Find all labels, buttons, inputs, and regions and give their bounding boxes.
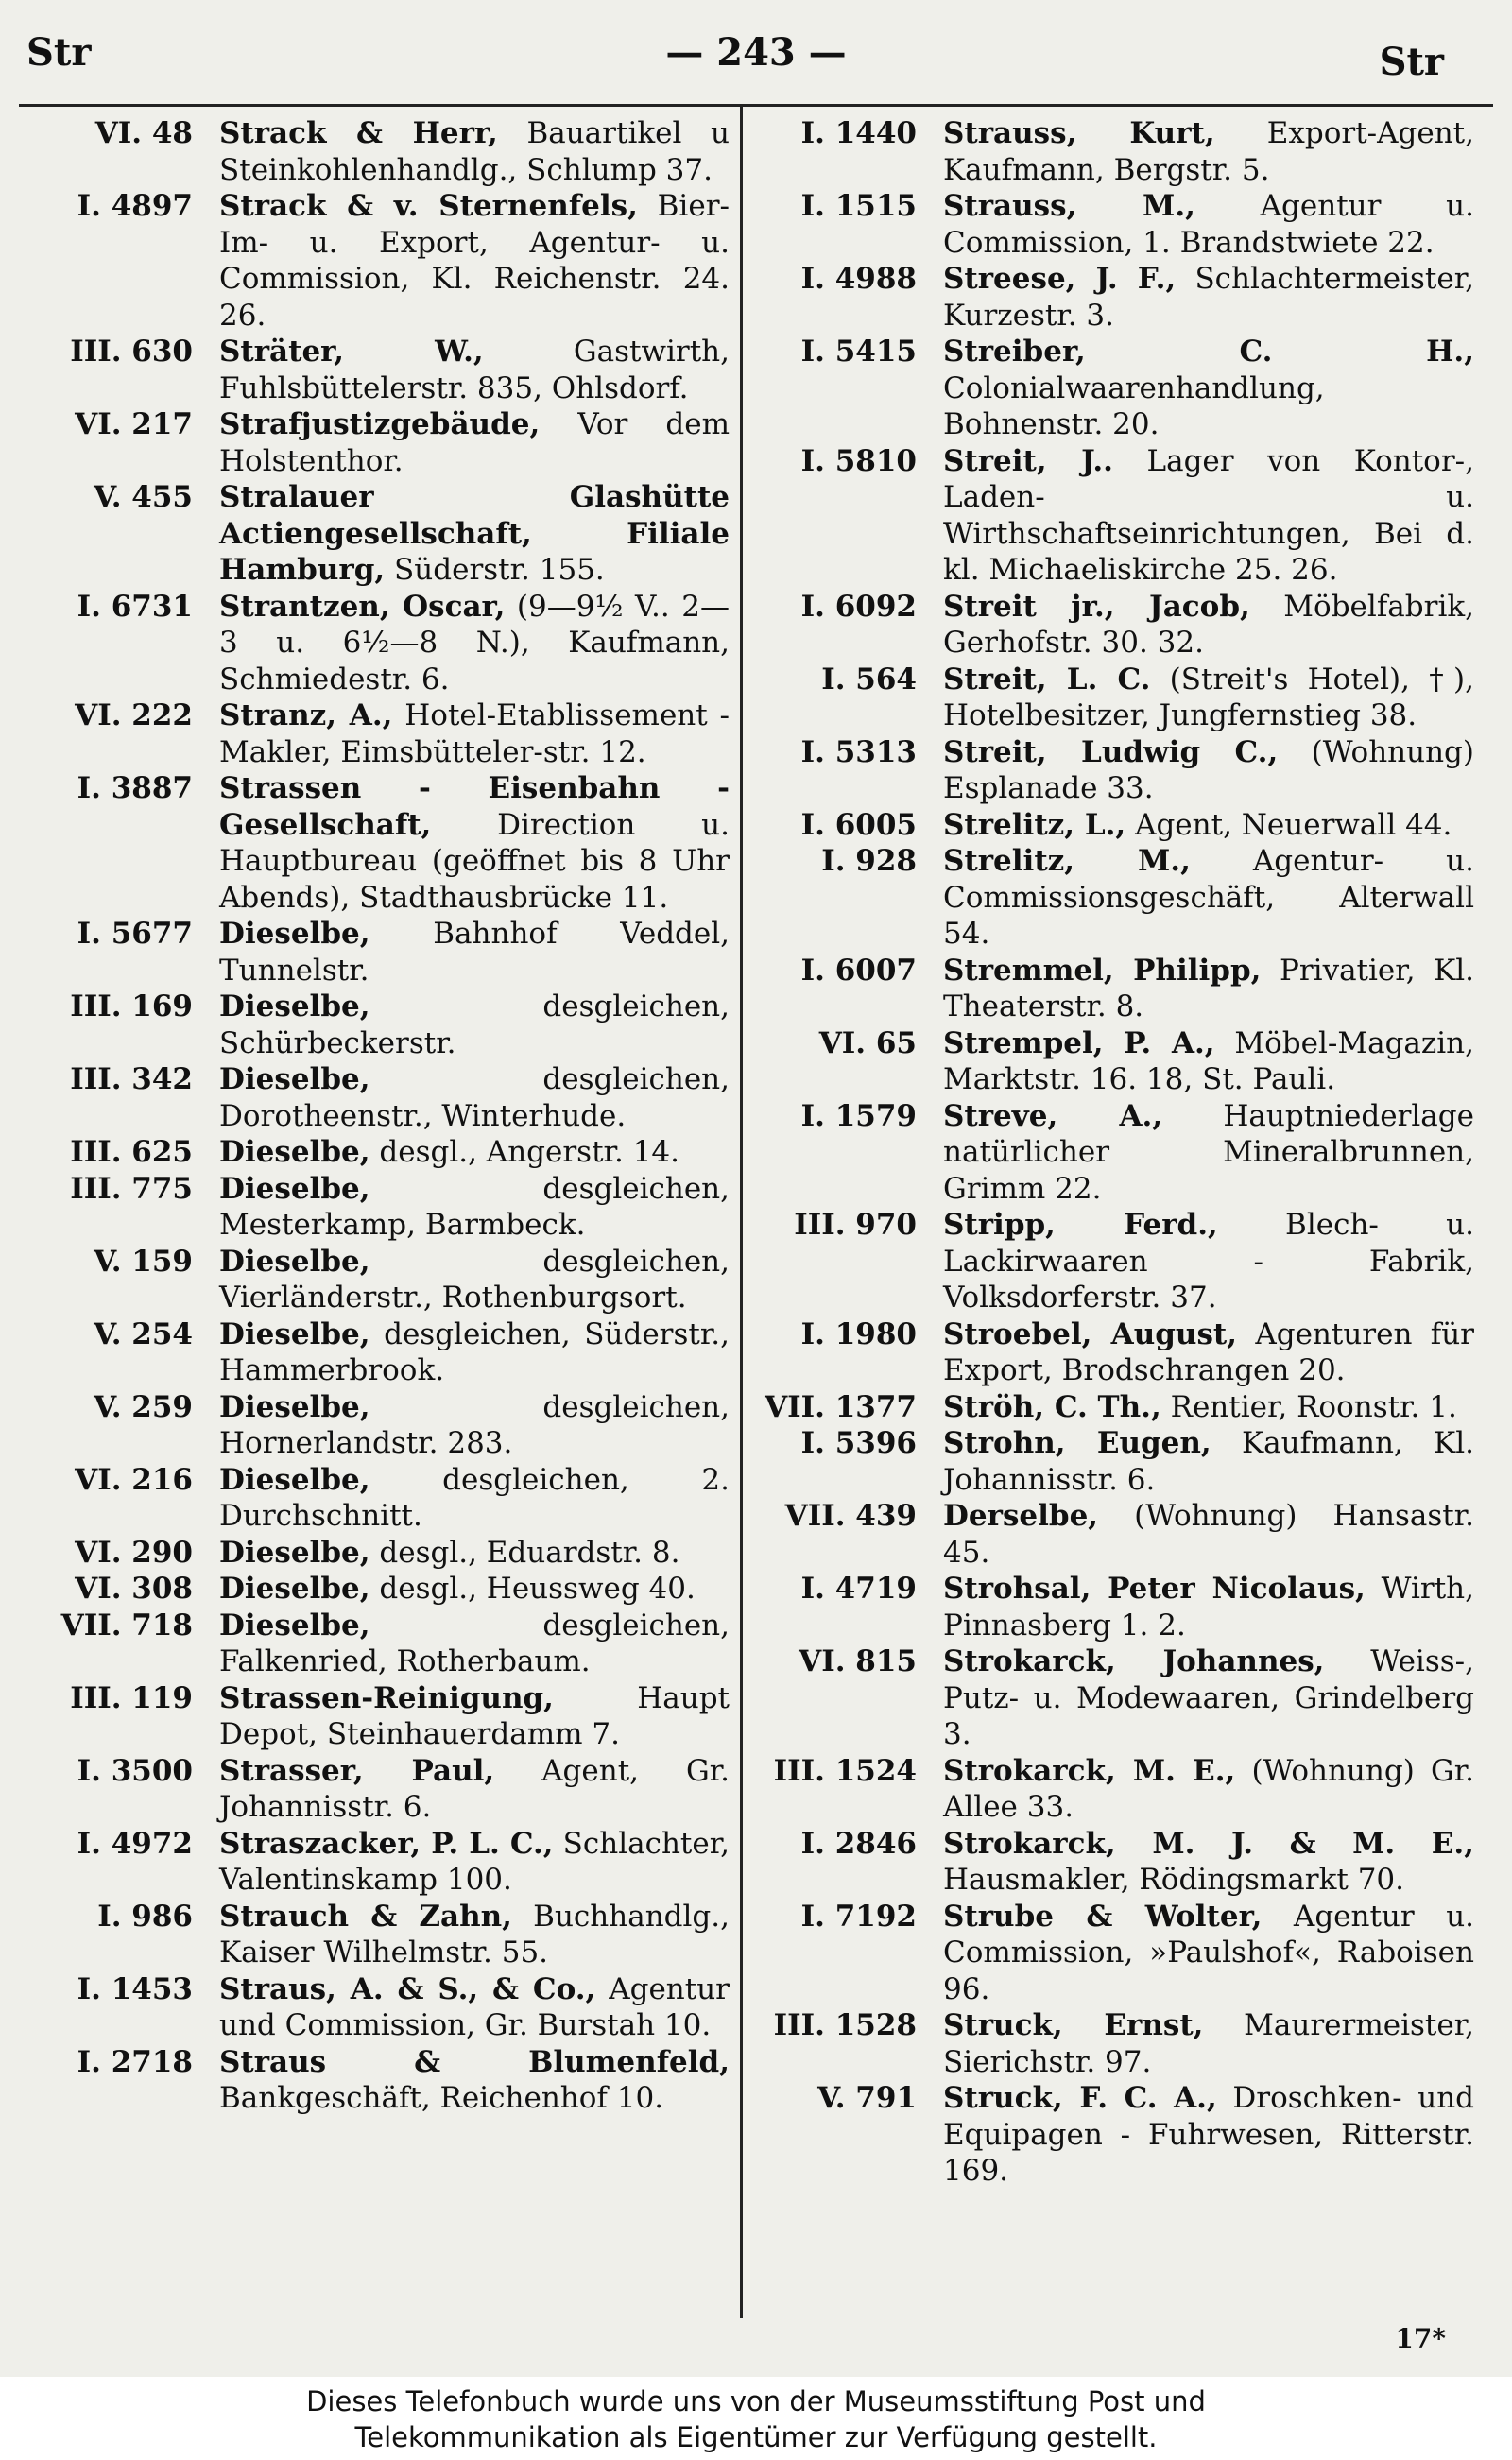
page-number-header: — 243 —	[665, 30, 847, 75]
entry-name: Ströh, C. Th.,	[943, 1389, 1161, 1424]
entry-name: Strelitz, L.,	[943, 807, 1126, 842]
directory-entry	[32, 2044, 730, 2117]
entry-name: Straszacker, P. L. C.,	[219, 1826, 554, 1861]
entry-name: Strasser, Paul,	[219, 1753, 495, 1788]
entry-name: Strokarck, Johannes,	[943, 1644, 1325, 1678]
entry-name: Strantzen, Oscar,	[219, 589, 506, 624]
directory-entry	[756, 1826, 1474, 1899]
directory-entry	[32, 1826, 730, 1899]
phone-number: V. 455	[94, 480, 193, 514]
entry-name: Strauss, Kurt,	[943, 116, 1215, 150]
footer-line-1: Dieses Telefonbuch wurde uns von der Museumsstiftung Post und	[306, 2385, 1206, 2417]
entry-name: Strassen-Reinigung,	[219, 1680, 554, 1715]
directory-entry	[756, 1643, 1474, 1753]
entry-text	[219, 2044, 730, 2117]
phone-number: VI. 290	[75, 1535, 193, 1570]
entry-text	[943, 807, 1474, 844]
directory-entry	[32, 1389, 730, 1462]
directory-entry	[756, 843, 1474, 953]
entry-text	[943, 1025, 1474, 1098]
entry-name: Stremmel, Philipp,	[943, 953, 1262, 988]
entry-text	[943, 1498, 1474, 1571]
entry-name: Dieselbe,	[219, 1535, 370, 1570]
phone-number: I. 2846	[800, 1826, 917, 1861]
phone-number: III. 1528	[773, 2008, 917, 2042]
entry-text	[219, 1899, 730, 1971]
entry-text	[943, 662, 1474, 734]
phone-number: VI. 308	[75, 1572, 193, 1606]
phone-number: III. 342	[70, 1062, 193, 1096]
entry-text	[219, 697, 730, 770]
entry-details: Rentier, Roonstr. 1.	[1160, 1389, 1457, 1424]
entry-details: Lager von Kontor-, Laden- u. Wirthschaftseinrichtungen, Bei d. kl. Michaeliskirche 25. 26.	[943, 443, 1474, 587]
phone-number: VII. 718	[60, 1608, 193, 1643]
phone-number: III. 775	[70, 1171, 193, 1206]
header-left-keyword: Str	[26, 30, 92, 75]
entry-details: Hausmakler, Rödingsmarkt 70.	[943, 1863, 1405, 1897]
entry-details: desgleichen, Süderstr., Hammerbrook.	[219, 1316, 730, 1387]
phone-number: VII. 439	[784, 1499, 917, 1533]
phone-number: I. 6007	[800, 953, 917, 988]
entry-text	[219, 989, 730, 1061]
directory-entry	[32, 1171, 730, 1244]
directory-entry	[32, 1571, 730, 1608]
entry-details: Maurermeister, Sierichstr. 97.	[943, 2008, 1474, 2079]
entry-details: Gastwirth, Fuhlsbüttelerstr. 835, Ohlsdorf.	[219, 335, 730, 405]
phone-number: VI. 222	[75, 698, 193, 732]
entry-name: Streit, L. C.	[943, 662, 1151, 697]
header-right-keyword: Str	[1379, 40, 1444, 84]
phone-number: I. 6731	[77, 589, 193, 624]
entry-name: Stripp, Ferd.,	[943, 1208, 1218, 1242]
phone-number: I. 5677	[77, 917, 193, 951]
directory-entry	[32, 1244, 730, 1316]
phone-number: I. 5415	[800, 335, 917, 369]
phone-number: I. 1515	[800, 189, 917, 223]
entry-text	[943, 589, 1474, 662]
entry-text	[943, 1899, 1474, 2008]
right-column	[756, 115, 1474, 2190]
phone-number: III. 970	[794, 1208, 917, 1242]
phone-number: I. 986	[97, 1899, 193, 1934]
entry-text	[943, 1826, 1474, 1899]
entry-name: Streve, A.,	[943, 1098, 1163, 1133]
left-column	[32, 115, 730, 2117]
entry-name: Streit, Ludwig C.,	[943, 734, 1279, 769]
entry-text	[943, 1753, 1474, 1826]
entry-text	[219, 1535, 730, 1572]
directory-entry	[32, 1971, 730, 2044]
entry-details: desgleichen, Hornerlandstr. 283.	[219, 1389, 730, 1460]
entry-name: Strokarck, M. E.,	[943, 1753, 1236, 1788]
entry-name: Dieselbe,	[219, 1572, 370, 1606]
entry-details: (Wohnung) Hansastr. 45.	[943, 1499, 1474, 1570]
phone-number: I. 4988	[800, 262, 917, 296]
entry-name: Dieselbe,	[219, 1171, 370, 1206]
entry-details: Colonialwaarenhandlung, Bohnenstr. 20.	[943, 370, 1325, 441]
entry-details: Süderstr. 155.	[385, 553, 605, 587]
entry-details: Agentur u. Commission, »Paulshof«, Raboisen 96.	[943, 1899, 1475, 2006]
phone-number: III. 625	[70, 1135, 193, 1169]
directory-entry	[32, 1134, 730, 1171]
entry-details: Schlachter, Valentinskamp 100.	[219, 1826, 730, 1897]
entry-name: Strempel, P. A.,	[943, 1025, 1215, 1060]
directory-entry	[32, 1680, 730, 1753]
entry-details: desgleichen, Falkenried, Rotherbaum.	[219, 1608, 730, 1678]
entry-name: Dieselbe,	[219, 1462, 370, 1497]
entry-details: Weiss-, Putz- u. Modewaaren, Grindelberg 3.	[943, 1644, 1474, 1751]
entry-details: Möbelfabrik, Gerhofstr. 30. 32.	[943, 589, 1474, 660]
entry-details: (Wohnung) Gr. Allee 33.	[943, 1753, 1475, 1824]
entry-text	[943, 1389, 1474, 1426]
directory-entry	[756, 334, 1474, 443]
entry-name: Streit, J..	[943, 443, 1113, 478]
directory-entry	[756, 1098, 1474, 1208]
entry-name: Strohsal, Peter Nicolaus,	[943, 1572, 1366, 1606]
entry-text	[943, 1425, 1474, 1498]
entry-details: Bier-Im- u. Export, Agentur- u. Commission, Kl. Reichenstr. 24. 26.	[219, 189, 730, 333]
entry-name: Stranz, A.,	[219, 698, 393, 732]
entry-name: Straus, A. & S., & Co.,	[219, 1971, 596, 2006]
entry-name: Strafjustizgebäude,	[219, 407, 541, 441]
directory-entry	[756, 2080, 1474, 2190]
directory-entry	[32, 1061, 730, 1134]
entry-name: Dieselbe,	[219, 1244, 370, 1279]
directory-entry	[32, 188, 730, 334]
entry-text	[219, 1316, 730, 1389]
phone-number: I. 6092	[800, 589, 917, 624]
directory-entry	[32, 916, 730, 989]
footer-notice	[0, 2377, 1512, 2460]
phone-number: V. 259	[94, 1389, 193, 1424]
directory-entry	[756, 1025, 1474, 1098]
entry-text	[219, 1826, 730, 1899]
entry-details: desgl., Heussweg 40.	[369, 1572, 696, 1606]
phone-number: III. 630	[70, 335, 193, 369]
entry-details: (Streit's Hotel), †), Hotelbesitzer, Jungfernstieg 38.	[943, 662, 1474, 732]
entry-name: Strack & v. Sternenfels,	[219, 189, 638, 223]
entry-details: Kaufmann, Kl. Johannisstr. 6.	[943, 1426, 1474, 1497]
entry-text	[943, 843, 1474, 953]
entry-details: Agentur und Commission, Gr. Burstah 10.	[219, 1971, 730, 2042]
phone-number: I. 5313	[800, 734, 917, 769]
entry-text	[219, 770, 730, 916]
directory-entry	[756, 589, 1474, 662]
entry-details: Privatier, Kl. Theaterstr. 8.	[943, 953, 1474, 1024]
phone-number: VI. 217	[75, 407, 193, 441]
entry-details: Hotel-Etablissement - Makler, Eimsbütteler-str. 12.	[219, 698, 730, 769]
entry-text	[219, 1244, 730, 1316]
entry-details: Agent, Gr. Johannisstr. 6.	[219, 1753, 730, 1824]
entry-name: Strauss, M.,	[943, 189, 1195, 223]
entry-details: Wirth, Pinnasberg 1. 2.	[943, 1572, 1474, 1643]
entry-text	[943, 188, 1474, 261]
entry-text	[219, 1134, 730, 1171]
entry-details: Schlachtermeister, Kurzestr. 3.	[943, 262, 1474, 333]
directory-entry	[756, 443, 1474, 589]
directory-entry	[756, 2007, 1474, 2080]
entry-details: desgleichen, 2. Durchschnitt.	[219, 1462, 730, 1533]
entry-details: Bahnhof Veddel, Tunnelstr.	[219, 917, 730, 988]
page-header	[0, 26, 1512, 83]
directory-entry	[32, 989, 730, 1061]
entry-name: Dieselbe,	[219, 1608, 370, 1643]
entry-name: Derselbe,	[943, 1499, 1099, 1533]
phone-number: VI. 65	[818, 1025, 917, 1060]
directory-entry	[32, 770, 730, 916]
entry-name: Struck, Ernst,	[943, 2008, 1204, 2042]
directory-entry	[756, 1571, 1474, 1643]
entry-name: Dieselbe,	[219, 1389, 370, 1424]
entry-name: Dieselbe,	[219, 989, 370, 1024]
directory-entry	[32, 1899, 730, 1971]
entry-name: Strack & Herr,	[219, 116, 498, 150]
phone-number: VII. 1377	[765, 1389, 917, 1424]
signature-mark: 17*	[1395, 2323, 1446, 2354]
entry-text	[943, 1643, 1474, 1753]
directory-entry	[756, 953, 1474, 1025]
entry-text	[943, 1207, 1474, 1316]
directory-entry	[756, 1498, 1474, 1571]
footer-line-2: Telekommunikation als Eigentümer zur Verfügung gestellt.	[354, 2421, 1158, 2453]
entry-text	[219, 115, 730, 188]
entry-text	[943, 734, 1474, 807]
directory-entry	[32, 1753, 730, 1826]
entry-name: Strokarck, M. J. & M. E.,	[943, 1826, 1474, 1861]
entry-text	[943, 261, 1474, 334]
entry-name: Strelitz, M.,	[943, 844, 1191, 878]
phone-number: I. 7192	[800, 1899, 917, 1934]
column-divider	[740, 107, 743, 2318]
entry-details: Möbel-Magazin, Marktstr. 16. 18, St. Pauli.	[943, 1025, 1474, 1096]
entry-name: Strube & Wolter,	[943, 1899, 1263, 1934]
directory-entry	[32, 334, 730, 406]
directory-entry	[756, 1316, 1474, 1389]
entry-details: Droschken- und Equipagen - Fuhrwesen, Ritterstr. 169.	[943, 2081, 1474, 2188]
entry-text	[219, 1971, 730, 2044]
entry-details: Agentur u. Commission, 1. Brandstwiete 22.	[943, 189, 1474, 260]
entry-name: Strauch & Zahn,	[219, 1899, 512, 1934]
phone-number: I. 4972	[77, 1826, 193, 1861]
phone-number: III. 169	[70, 989, 193, 1024]
entry-text	[219, 1571, 730, 1608]
entry-text	[219, 1608, 730, 1680]
entry-details: desgleichen, Schürbeckerstr.	[219, 989, 730, 1060]
entry-name: Struck, F. C. A.,	[943, 2081, 1217, 2115]
entry-text	[219, 1680, 730, 1753]
entry-name: Dieselbe,	[219, 1062, 370, 1096]
entry-name: Stralauer Glashütte Actiengesellschaft, Filiale Hamburg,	[219, 480, 730, 587]
phone-number: V. 254	[94, 1316, 193, 1351]
entry-details: Agentur- u. Commissionsgeschäft, Alterwall 54.	[943, 844, 1474, 951]
phone-number: I. 4719	[800, 1572, 917, 1606]
phone-number: I. 1453	[77, 1971, 193, 2006]
directory-entry	[32, 406, 730, 479]
entry-text	[943, 1316, 1474, 1389]
directory-entry	[756, 261, 1474, 334]
entry-name: Dieselbe,	[219, 1316, 370, 1351]
entry-text	[219, 334, 730, 406]
entry-name: Straus & Blumenfeld,	[219, 2044, 730, 2079]
entry-name: Dieselbe,	[219, 1135, 370, 1169]
phone-number: I. 1440	[800, 116, 917, 150]
entry-name: Strassen - Eisenbahn - Gesellschaft,	[219, 771, 730, 842]
entry-name: Streese, J. F.,	[943, 262, 1177, 296]
phone-number: I. 5810	[800, 443, 917, 478]
entry-text	[219, 1061, 730, 1134]
entry-details: Agent, Neuerwall 44.	[1125, 807, 1452, 842]
entry-details: Buchhandlg., Kaiser Wilhelmstr. 55.	[219, 1899, 730, 1970]
entry-text	[219, 589, 730, 698]
phone-number: I. 928	[821, 844, 917, 878]
entry-text	[943, 1098, 1474, 1208]
header-rule	[19, 104, 1493, 107]
entry-details: (9—9½ V.. 2—3 u. 6½—8 N.), Kaufmann, Schmiedestr. 6.	[219, 589, 730, 697]
directory-entry	[756, 1425, 1474, 1498]
entry-details: Agenturen für Export, Brodschrangen 20.	[943, 1316, 1474, 1387]
phone-number: I. 5396	[800, 1426, 917, 1460]
directory-entry	[756, 662, 1474, 734]
phone-number: V. 159	[94, 1244, 193, 1279]
entry-details: Blech- u. Lackirwaaren - Fabrik, Volksdorferstr. 37.	[943, 1208, 1474, 1315]
entry-details: desgleichen, Vierländerstr., Rothenburgsort.	[219, 1244, 730, 1315]
phone-number: I. 2718	[77, 2044, 193, 2079]
entry-text	[943, 334, 1474, 443]
directory-entry	[32, 1535, 730, 1572]
phone-number: I. 1579	[800, 1098, 917, 1133]
directory-entry	[756, 188, 1474, 261]
entry-details: Haupt Depot, Steinhauerdamm 7.	[219, 1680, 730, 1751]
directory-entry	[32, 697, 730, 770]
entry-text	[219, 1462, 730, 1535]
directory-entry	[756, 1753, 1474, 1826]
directory-entry	[756, 734, 1474, 807]
entry-text	[219, 1389, 730, 1462]
directory-entry	[756, 1207, 1474, 1316]
directory-entry	[32, 115, 730, 188]
directory-entry	[32, 589, 730, 698]
phone-number: I. 564	[821, 662, 917, 697]
entry-details: desgl., Eduardstr. 8.	[369, 1535, 680, 1570]
directory-entry	[32, 1608, 730, 1680]
entry-name: Dieselbe,	[219, 917, 370, 951]
phone-number: III. 119	[70, 1680, 193, 1715]
directory-entry	[756, 1899, 1474, 2008]
phone-number: I. 6005	[800, 807, 917, 842]
entry-text	[219, 479, 730, 589]
entry-name: Stroebel, August,	[943, 1316, 1238, 1351]
entry-name: Streiber, C. H.,	[943, 335, 1474, 369]
entry-text	[219, 188, 730, 334]
entry-details: desgleichen, Mesterkamp, Barmbeck.	[219, 1171, 730, 1242]
phone-number: V. 791	[817, 2081, 917, 2115]
entry-name: Strohn, Eugen,	[943, 1426, 1211, 1460]
entry-text	[219, 1171, 730, 1244]
entry-details: desgl., Angerstr. 14.	[369, 1135, 679, 1169]
entry-details: Bauartikel u Steinkohlenhandlg., Schlump 37.	[219, 116, 730, 187]
entry-text	[943, 953, 1474, 1025]
directory-entry	[32, 1316, 730, 1389]
entry-details: Export-Agent, Kaufmann, Bergstr. 5.	[943, 116, 1474, 187]
entry-details: (Wohnung) Esplanade 33.	[943, 734, 1474, 805]
directory-entry	[756, 1389, 1474, 1426]
entry-details: Direction u. Hauptbureau (geöffnet bis 8 Uhr Abends), Stadthausbrücke 11.	[219, 807, 730, 915]
entry-details: Vor dem Holstenthor.	[219, 407, 730, 478]
phone-number: VI. 815	[799, 1644, 917, 1678]
phone-number: III. 1524	[773, 1753, 917, 1788]
phone-number: VI. 48	[94, 116, 193, 150]
entry-text	[943, 2007, 1474, 2080]
directory-entry	[32, 479, 730, 589]
entry-name: Sträter, W.,	[219, 335, 484, 369]
directory-entry	[32, 1462, 730, 1535]
entry-details: Hauptniederlage natürlicher Mineralbrunnen, Grimm 22.	[943, 1098, 1474, 1206]
phone-number: I. 3887	[77, 771, 193, 805]
entry-text	[219, 406, 730, 479]
entry-text	[943, 1571, 1474, 1643]
phone-number: I. 4897	[77, 189, 193, 223]
entry-text	[943, 443, 1474, 589]
entry-text	[943, 115, 1474, 188]
entry-text	[219, 1753, 730, 1826]
phone-number: I. 1980	[800, 1316, 917, 1351]
entry-details: Bankgeschäft, Reichenhof 10.	[219, 2081, 664, 2115]
entry-name: Streit jr., Jacob,	[943, 589, 1250, 624]
directory-entry	[756, 115, 1474, 188]
phone-number: I. 3500	[77, 1753, 193, 1788]
directory-entry	[756, 807, 1474, 844]
entry-details: desgleichen, Dorotheenstr., Winterhude.	[219, 1062, 730, 1133]
entry-text	[943, 2080, 1474, 2190]
entry-text	[219, 916, 730, 989]
phone-number: VI. 216	[75, 1462, 193, 1497]
